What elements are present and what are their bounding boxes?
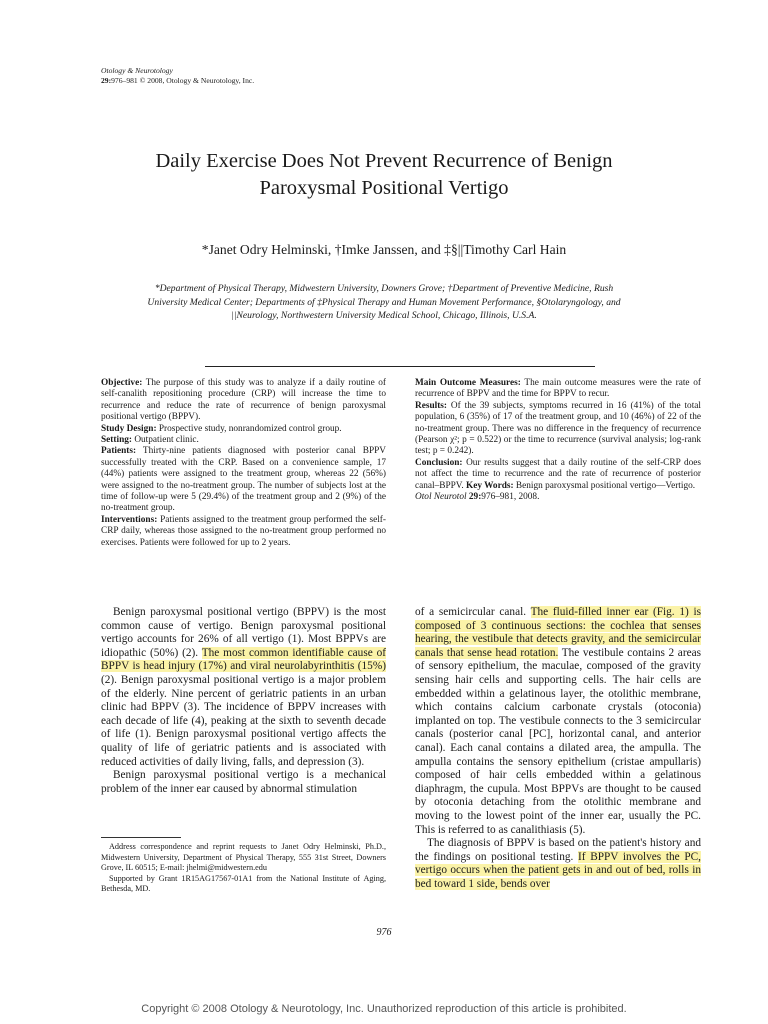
abstract-left-column xyxy=(101,378,386,549)
abstract-objective: Objective: The purpose of this study was to analyze if a daily routine of self-canalith repositioning procedure (CRP) will increase the time to recurrence and reduce the rate of recurrence of benign paroxysmal positional vertigo (BPPV). xyxy=(101,378,386,423)
abstract-divider xyxy=(205,366,595,367)
correspondence-note: Address correspondence and reprint requests to Janet Odry Helminski, Ph.D., Midwestern University, Department of Physical Therapy, 555 31st Street, Downers Grove, IL 60515; E-mail: jhelmi@midwestern.edu xyxy=(101,842,386,873)
article-title: Daily Exercise Does Not Prevent Recurrence of Benign Paroxysmal Positional Vertigo xyxy=(155,150,613,199)
journal-header xyxy=(101,66,254,85)
footnote-divider xyxy=(101,837,181,838)
page-number: 976 xyxy=(376,927,392,938)
affiliations: *Department of Physical Therapy, Midwestern University, Downers Grove; †Department of Preventive Medicine, Rush University Medical Center; Departments of ‡Physical Therapy and Human Movement Performance, §Otolaryngology, and ||Neurology, Northwestern University Medical School, Chicago, Illinois, U.S.A. xyxy=(147,283,621,322)
abstract-measures: Main Outcome Measures: The main outcome measures were the rate of recurrence of BPPV and the time for BPPV to recur. xyxy=(415,378,702,400)
body-right-column xyxy=(415,606,701,891)
body-paragraph: Benign paroxysmal positional vertigo is a mechanical problem of the inner ear caused by abnormal stimulation xyxy=(101,769,386,795)
funding-note: Supported by Grant 1R15AG17567-01A1 from the National Institute of Aging, Bethesda, MD. xyxy=(101,873,386,894)
abstract-interventions: Interventions: Patients assigned to the treatment group performed the self-CRP daily, whereas those assigned to the no-treatment group performed no exercises. Patients were followed for up to 2 years. xyxy=(101,514,386,548)
highlighted-text: The fluid-filled inner ear (Fig. 1) is composed of 3 continuous sections: the cochlea that senses hearing, the vestibule that detects gravity, and the semicircular canals that sense head rotation. xyxy=(415,606,701,659)
journal-citation: 29:976–981 © 2008, Otology & Neurotology, Inc. xyxy=(101,75,255,85)
abstract-right-column xyxy=(415,378,701,503)
abstract-patients: Patients: Thirty-nine patients diagnosed with posterior canal BPPV successfully treated with the CRP. Based on a convenience sample, 17 (44%) patients were assigned to the treatment group, whereas 22 (56%) were assigned to the no-treatment group. The number of subjects lost at the time of follow-up were 5 (29.4%) of the treatment group and 2 (9%) of the no-treatment group. xyxy=(101,446,386,514)
body-left-column xyxy=(101,606,386,796)
abstract-design: Study Design: Prospective study, nonrandomized control group. xyxy=(101,423,342,434)
highlighted-text: The most common identifiable cause of BPPV is head injury (17%) and viral neurolabyrinthitis (15%) xyxy=(101,646,386,673)
copyright-notice: Copyright © 2008 Otology & Neurotology, Inc. Unauthorized reproduction of this article is prohibited. xyxy=(141,1003,627,1015)
author-list: *Janet Odry Helminski, †Imke Janssen, and ‡§||Timothy Carl Hain xyxy=(201,242,567,257)
journal-name: Otology & Neurotology xyxy=(101,66,173,75)
abstract-citation: Otol Neurotol 29:976–981, 2008. xyxy=(415,492,540,503)
body-paragraph: The diagnosis of BPPV is based on the patient's history and the findings on positional testing. If BPPV involves the PC, vertigo occurs when the patient gets in and out of bed, rolls in bed toward 1 side, bends over xyxy=(415,837,701,890)
body-paragraph: of a semicircular canal. The fluid-filled inner ear (Fig. 1) is composed of 3 continuous sections: the cochlea that senses hearing, the vestibule that detects gravity, and the semicircular canals that sense head rotation. The vestibule contains 2 areas of sensory epithelium, the maculae, composed of the gravity sensing hair cells and supporting cells. The hair cells are embedded within a gelatinous layer, the otolithic membrane, which contains calcium carbonate crystals (otoconia) implanted on top. The vestibule connects to the 3 semicircular canals (posterior canal [PC], horizontal canal, and anterior canal). Each canal contains a dilated area, the ampulla. The ampulla contains the sensory epithelium (cristae ampullaris) composed of hair cells embedded within a gelatinous diaphragm, the cupula. Most BPPVs are thought to be caused by otoconia detaching from the otolithic membrane and moving to the lowest point of the inner ear, usually the PC. This is referred to as canalithiasis (5). xyxy=(415,606,702,836)
abstract-setting: Setting: Outpatient clinic. xyxy=(101,435,199,446)
highlighted-text: If BPPV involves the PC, vertigo occurs when the patient gets in and out of bed, rolls in bed toward 1 side, bends over xyxy=(415,850,701,890)
abstract-results: Results: Of the 39 subjects, symptoms recurred in 16 (41%) of the total population, 6 (35%) of 17 of the treatment group, and 10 (46%) of 22 of the no-treatment group. There was no difference in the frequency of recurrence (Pearson χ²; p = 0.522) or the time to recurrence (survival analysis; log-rank test; p = 0.242). xyxy=(415,400,701,457)
abstract-conclusion: Conclusion: Our results suggest that a daily routine of the self-CRP does not affect the time to recurrence and the rate of recurrence of posterior canal–BPPV. Key Words: Benign paroxysmal positional vertigo—Vertigo. xyxy=(415,457,701,491)
footnote xyxy=(101,842,386,895)
body-paragraph: Benign paroxysmal positional vertigo (BPPV) is the most common cause of vertigo. Benign paroxysmal positional vertigo accounts for 26% of all vertigo (1). Most BPPVs are idiopathic (50%) (2). The most common identifiable cause of BPPV is head injury (17%) and viral neurolabyrinthitis (15%) (2). Benign paroxysmal positional vertigo is a major problem of the elderly. Nine percent of geriatric patients in an urban clinic had BPPV (3). The incidence of BPPV increases with each decade of life (4), peaking at the sixth to seventh decade of life (1). Benign paroxysmal positional vertigo affects the quality of life of geriatric patients and is associated with reduced activities of daily living, falls, and depression (3). xyxy=(101,606,386,768)
